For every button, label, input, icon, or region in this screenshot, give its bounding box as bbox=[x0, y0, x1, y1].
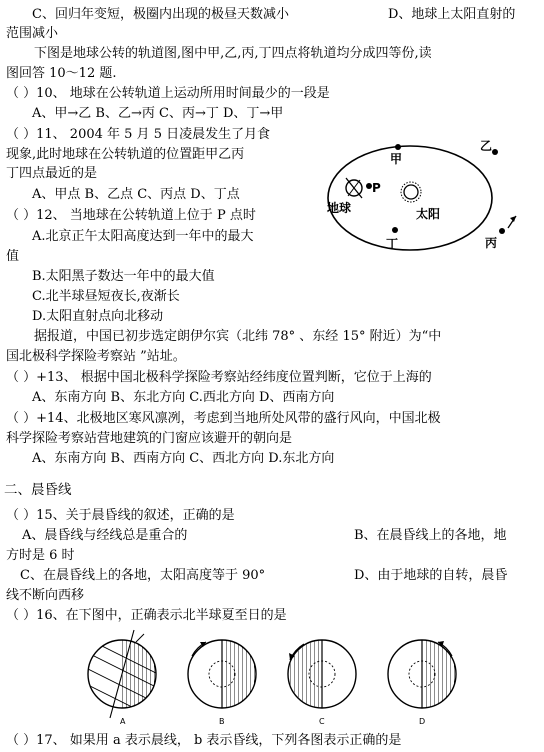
globe-b bbox=[188, 638, 262, 712]
q15-option-b-cont: 方时是 6 时 bbox=[6, 548, 75, 563]
label-sun: 太阳 bbox=[416, 207, 441, 221]
q17-stem: （ ）17、 如果用 a 表示晨线， b 表示昏线，下列各图表示正确的是 bbox=[6, 733, 402, 748]
q13-stem: （ ）+13、 根据中国北极科学探险考察站经纬度位置判断，它位于上海的 bbox=[6, 370, 432, 385]
q11-options: A、甲点 B、乙点 C、丙点 D、丁点 bbox=[32, 187, 240, 202]
orbit-point-bing bbox=[499, 228, 505, 234]
globe-label-b: B bbox=[219, 717, 225, 726]
orbit-point-jia bbox=[395, 144, 401, 150]
label-jia: 甲 bbox=[390, 152, 403, 166]
q15-option-c: C、在晨昏线上的各地，太阳高度等于 90° bbox=[20, 568, 266, 583]
globe-d bbox=[388, 638, 462, 712]
q10-stem: （ ）10、 地球在公转轨道上运动所用时间最少的一段是 bbox=[6, 86, 330, 101]
q15-stem: （ ）15、关于晨昏线的叙述，正确的是 bbox=[6, 508, 235, 523]
news-line-1: 据报道，中国已初步选定朗伊尔宾（北纬 78° 、东经 15° 附近）为“中 bbox=[34, 329, 442, 344]
q9-option-c: C、回归年变短，极圈内出现的极昼天数减小 bbox=[32, 7, 289, 22]
sun-icon bbox=[401, 182, 421, 202]
globe-c bbox=[282, 638, 356, 712]
q15-option-d: D、由于地球的自转，晨昏 bbox=[354, 568, 508, 583]
globe-label-d: D bbox=[419, 717, 426, 726]
intro-line-1: 下图是地球公转的轨道图,图中甲,乙,丙,丁四点将轨道均分成四等份,读 bbox=[34, 46, 432, 61]
q15-option-a: A、晨昏线与经线总是重合的 bbox=[22, 528, 188, 543]
q11-stem-2: 现象,此时地球在公转轨道的位置距甲乙丙 bbox=[6, 147, 245, 162]
section-heading-terminator: 二、晨昏线 bbox=[4, 482, 72, 498]
q14-options: A、东南方向 B、西南方向 C、西北方向 D.东北方向 bbox=[32, 451, 335, 466]
q15-option-d-cont: 线不断向西移 bbox=[6, 588, 85, 603]
q13-options: A、东南方向 B、东北方向 C.西北方向 D、西南方向 bbox=[32, 390, 335, 405]
q14-stem-2: 科学探险考察站营地建筑的门窗应该避开的朝向是 bbox=[6, 431, 293, 446]
q12-stem: （ ）12、 当地球在公转轨道上位于 P 点时 bbox=[6, 208, 256, 223]
news-line-2: 国北极科学探险考察站 ”站址。 bbox=[6, 349, 186, 364]
q11-stem-3: 丁四点最近的是 bbox=[6, 166, 98, 181]
globe-a bbox=[82, 630, 162, 722]
q15-option-b: B、在晨昏线上的各地，地 bbox=[354, 528, 507, 543]
label-yi: 乙 bbox=[480, 139, 493, 153]
globe-label-a: A bbox=[120, 717, 126, 726]
label-ding: 丁 bbox=[386, 237, 399, 251]
q14-stem-1: （ ）+14、北极地区寒风凛冽，考虑到当地所处风带的盛行风向，中国北极 bbox=[6, 411, 441, 426]
orbit-point-yi bbox=[492, 149, 498, 155]
q16-stem: （ ）16、在下图中，正确表示北半球夏至日的是 bbox=[6, 608, 287, 623]
intro-line-2: 图回答 10～12 题. bbox=[6, 66, 117, 81]
q11-stem-1: （ ）11、 2004 年 5 月 5 日凌晨发生了月食 bbox=[6, 127, 271, 142]
q10-options: A、甲→乙 B、乙→丙 C、丙→丁 D、丁→甲 bbox=[32, 106, 284, 121]
q9-option-d-cont: 范围减小 bbox=[6, 26, 59, 41]
orbit-diagram bbox=[320, 130, 500, 260]
q12-option-a-cont: 值 bbox=[6, 249, 20, 264]
globe-diagrams bbox=[82, 630, 492, 730]
orbit-point-ding bbox=[392, 227, 398, 233]
q9-option-d: D、地球上太阳直射的 bbox=[388, 7, 516, 22]
label-earth: 地球 bbox=[327, 201, 352, 215]
label-bing: 丙 bbox=[485, 236, 498, 250]
q12-option-c: C.北半球昼短夜长,夜渐长 bbox=[32, 289, 180, 304]
earth-icon bbox=[346, 178, 362, 198]
label-p: P bbox=[372, 181, 381, 195]
globe-label-c: C bbox=[319, 717, 325, 726]
q12-option-d: D.太阳直射点向北移动 bbox=[32, 309, 164, 324]
q12-option-a: A.北京正午太阳高度达到一年中的最大 bbox=[32, 229, 254, 244]
q12-option-b: B.太阳黑子数达一年中的最大值 bbox=[32, 269, 215, 284]
